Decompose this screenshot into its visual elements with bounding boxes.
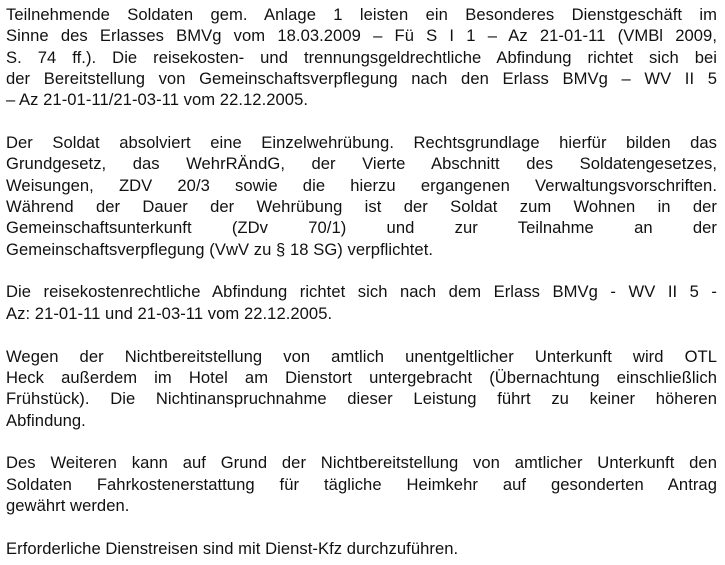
text-line: Erforderliche Dienstreisen sind mit Dienst-Kfz durchzuführen. <box>6 538 459 558</box>
paragraph-1 <box>6 4 717 110</box>
text-line: der Bereitstellung von Gemeinschaftsverpflegung nach den Erlass BMVg – WV II 5 <box>6 68 717 88</box>
text-line: Die reisekostenrechtliche Abfindung richtet sich nach dem Erlass BMVg - WV II 5 - <box>6 282 717 302</box>
paragraph-6 <box>6 538 717 559</box>
paragraph-3 <box>6 281 717 324</box>
text-line: Abfindung. <box>6 410 86 430</box>
text-line: Der Soldat absolviert eine Einzelwehrübung. Rechtsgrundlage hierfür bilden das <box>6 133 717 153</box>
paragraph-2 <box>6 132 717 260</box>
text-line: gewährt werden. <box>6 496 130 516</box>
text-line: Weisungen, ZDV 20/3 sowie die hierzu ergangenen Verwaltungsvorschriften. <box>6 175 717 195</box>
paragraph-5 <box>6 452 717 516</box>
text-line: Teilnehmende Soldaten gem. Anlage 1 leisten ein Besonderes Dienstgeschäft im <box>6 5 717 24</box>
text-line: Gemeinschaftsverpflegung (VwV zu § 18 SG) verpflichtet. <box>6 239 434 259</box>
document-body <box>6 4 717 559</box>
text-line: Während der Dauer der Wehrübung ist der Soldat zum Wohnen in der <box>6 196 717 216</box>
paragraph-4 <box>6 346 717 431</box>
text-line: Soldaten Fahrkostenerstattung für tägliche Heimkehr auf gesonderten Antrag <box>6 474 717 494</box>
text-line: Sinne des Erlasses BMVg vom 18.03.2009 – Fü S I 1 – Az 21-01-11 (VMBl 2009, <box>6 26 717 46</box>
text-line: – Az 21-01-11/21-03-11 vom 22.12.2005. <box>6 90 309 110</box>
text-line: Grundgesetz, das WehrRÄndG, der Vierte Abschnitt des Soldatengesetzes, <box>6 154 717 174</box>
text-line: Gemeinschaftsunterkunft (ZDv 70/1) und zur Teilnahme an der <box>6 218 717 238</box>
text-line: Des Weiteren kann auf Grund der Nichtbereitstellung von amtlicher Unterkunft den <box>6 453 717 473</box>
text-line: Wegen der Nichtbereitstellung von amtlich unentgeltlicher Unterkunft wird OTL <box>6 346 717 366</box>
text-line: Heck außerdem im Hotel am Dienstort untergebracht (Übernachtung einschließlich <box>6 367 717 387</box>
text-line: Az: 21-01-11 und 21-03-11 vom 22.12.2005. <box>6 303 333 323</box>
text-line: S. 74 ff.). Die reisekosten- und trennungsgeldrechtliche Abfindung richtet sich bei <box>6 47 717 67</box>
text-line: Frühstück). Die Nichtinanspruchnahme dieser Leistung führt zu keiner höheren <box>6 389 717 409</box>
